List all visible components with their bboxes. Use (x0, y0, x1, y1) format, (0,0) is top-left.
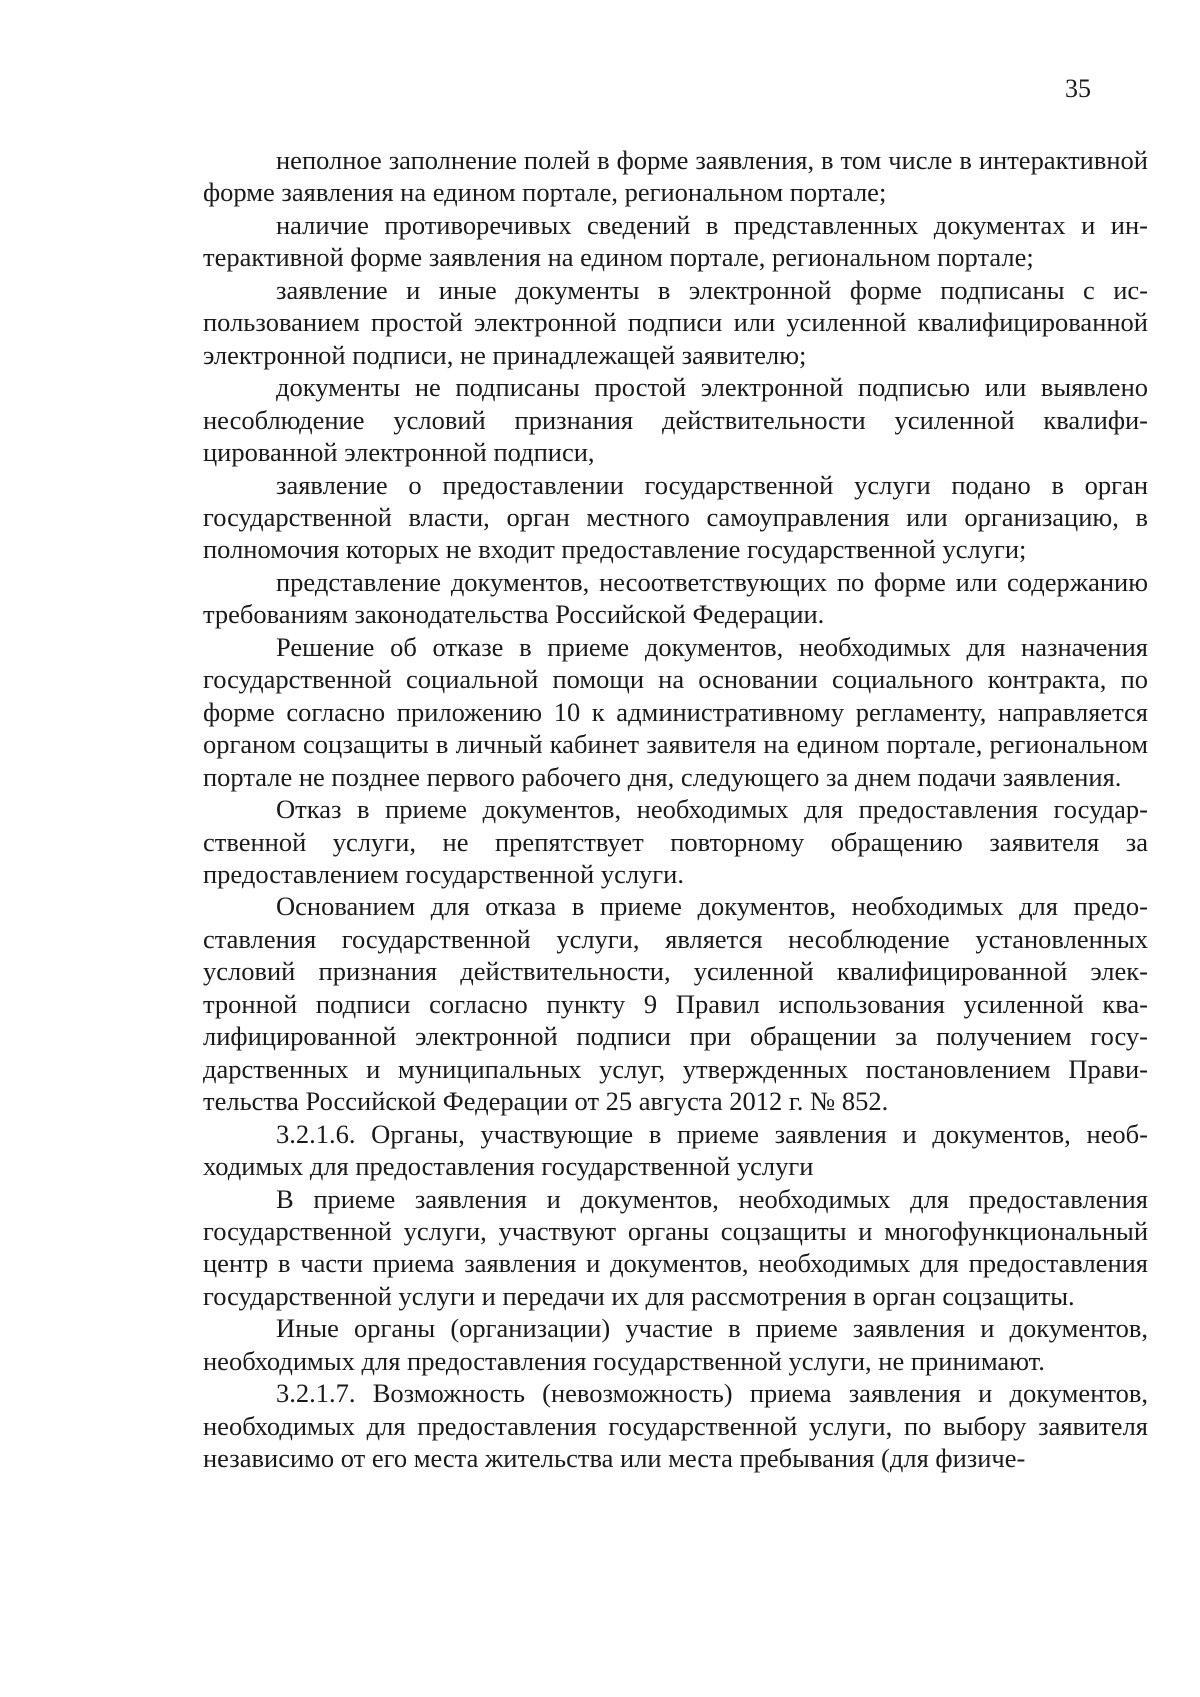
paragraph: Решение об отказе в приеме документов, необходимых для назначения государственной социальной помощи на основании социального контракта, по форме согласно приложению 10 к административному регламенту, направляется органом соцзащиты в личный кабинет заявителя на едином портале, региональном портале не позднее первого рабочего дня, следующего за днем подачи заявления. (203, 631, 1148, 792)
paragraph: представление документов, несоответствующих по форме или содержанию требованиям законодательства Российской Федерации. (203, 566, 1148, 630)
paragraph: заявление о предоставлении государственной услуги подано в орган государственной власти, орган местного самоуправления или организацию, в полномочия которых не входит предоставление государственной услуги; (203, 469, 1148, 565)
page-number: 35 (1065, 74, 1091, 103)
paragraph: В приеме заявления и документов, необходимых для предоставления государственной услуги, участвуют органы соцзащиты и многофункциональный центр в части приема заявления и документов, необходимых для предоставления государственной услуги и передачи их для рассмотрения в орган соцзащиты. (203, 1183, 1148, 1311)
document-body (203, 144, 1148, 1475)
paragraph: наличие противоречивых сведений в представленных документах и интерактивной форме заявления на едином портале, региональном портале; (203, 209, 1148, 273)
paragraph: Основанием для отказа в приеме документов, необходимых для предоставления государственной услуги, является несоблюдение установленных условий признания действительности, усиленной квалифицированной электронной подписи согласно пункту 9 Правил использования усиленной квалифицированной электронной подписи при обращении за получением государственных и муниципальных услуг, утвержденных постановлением Правительства Российской Федерации от 25 августа 2012 г. № 852. (203, 891, 1148, 1117)
section-heading-3-2-1-7: 3.2.1.7. Возможность (невозможность) приема заявления и документов, необходимых для предоставления государственной услуги, по выбору заявителя независимо от его места жительства или места пребывания (для физиче- (203, 1378, 1148, 1474)
paragraph: неполное заполнение полей в форме заявления, в том числе в интерактивной форме заявления на едином портале, региональном портале; (203, 145, 1148, 208)
paragraph: документы не подписаны простой электронной подписью или выявлено несоблюдение условий признания действительности усиленной квалифицированной электронной подписи, (203, 372, 1148, 468)
section-heading-3-2-1-6: 3.2.1.6. Органы, участвующие в приеме заявления и документов, необходимых для предоставления государственной услуги (203, 1118, 1148, 1182)
paragraph: Отказ в приеме документов, необходимых для предоставления государственной услуги, не препятствует повторному обращению заявителя за предоставлением государственной услуги. (203, 794, 1148, 889)
paragraph: заявление и иные документы в электронной форме подписаны с использованием простой электронной подписи или усиленной квалифицированной электронной подписи, не принадлежащей заявителю; (203, 274, 1148, 370)
paragraph: Иные органы (организации) участие в приеме заявления и документов, необходимых для предоставления государственной услуги, не принимают. (203, 1313, 1148, 1376)
